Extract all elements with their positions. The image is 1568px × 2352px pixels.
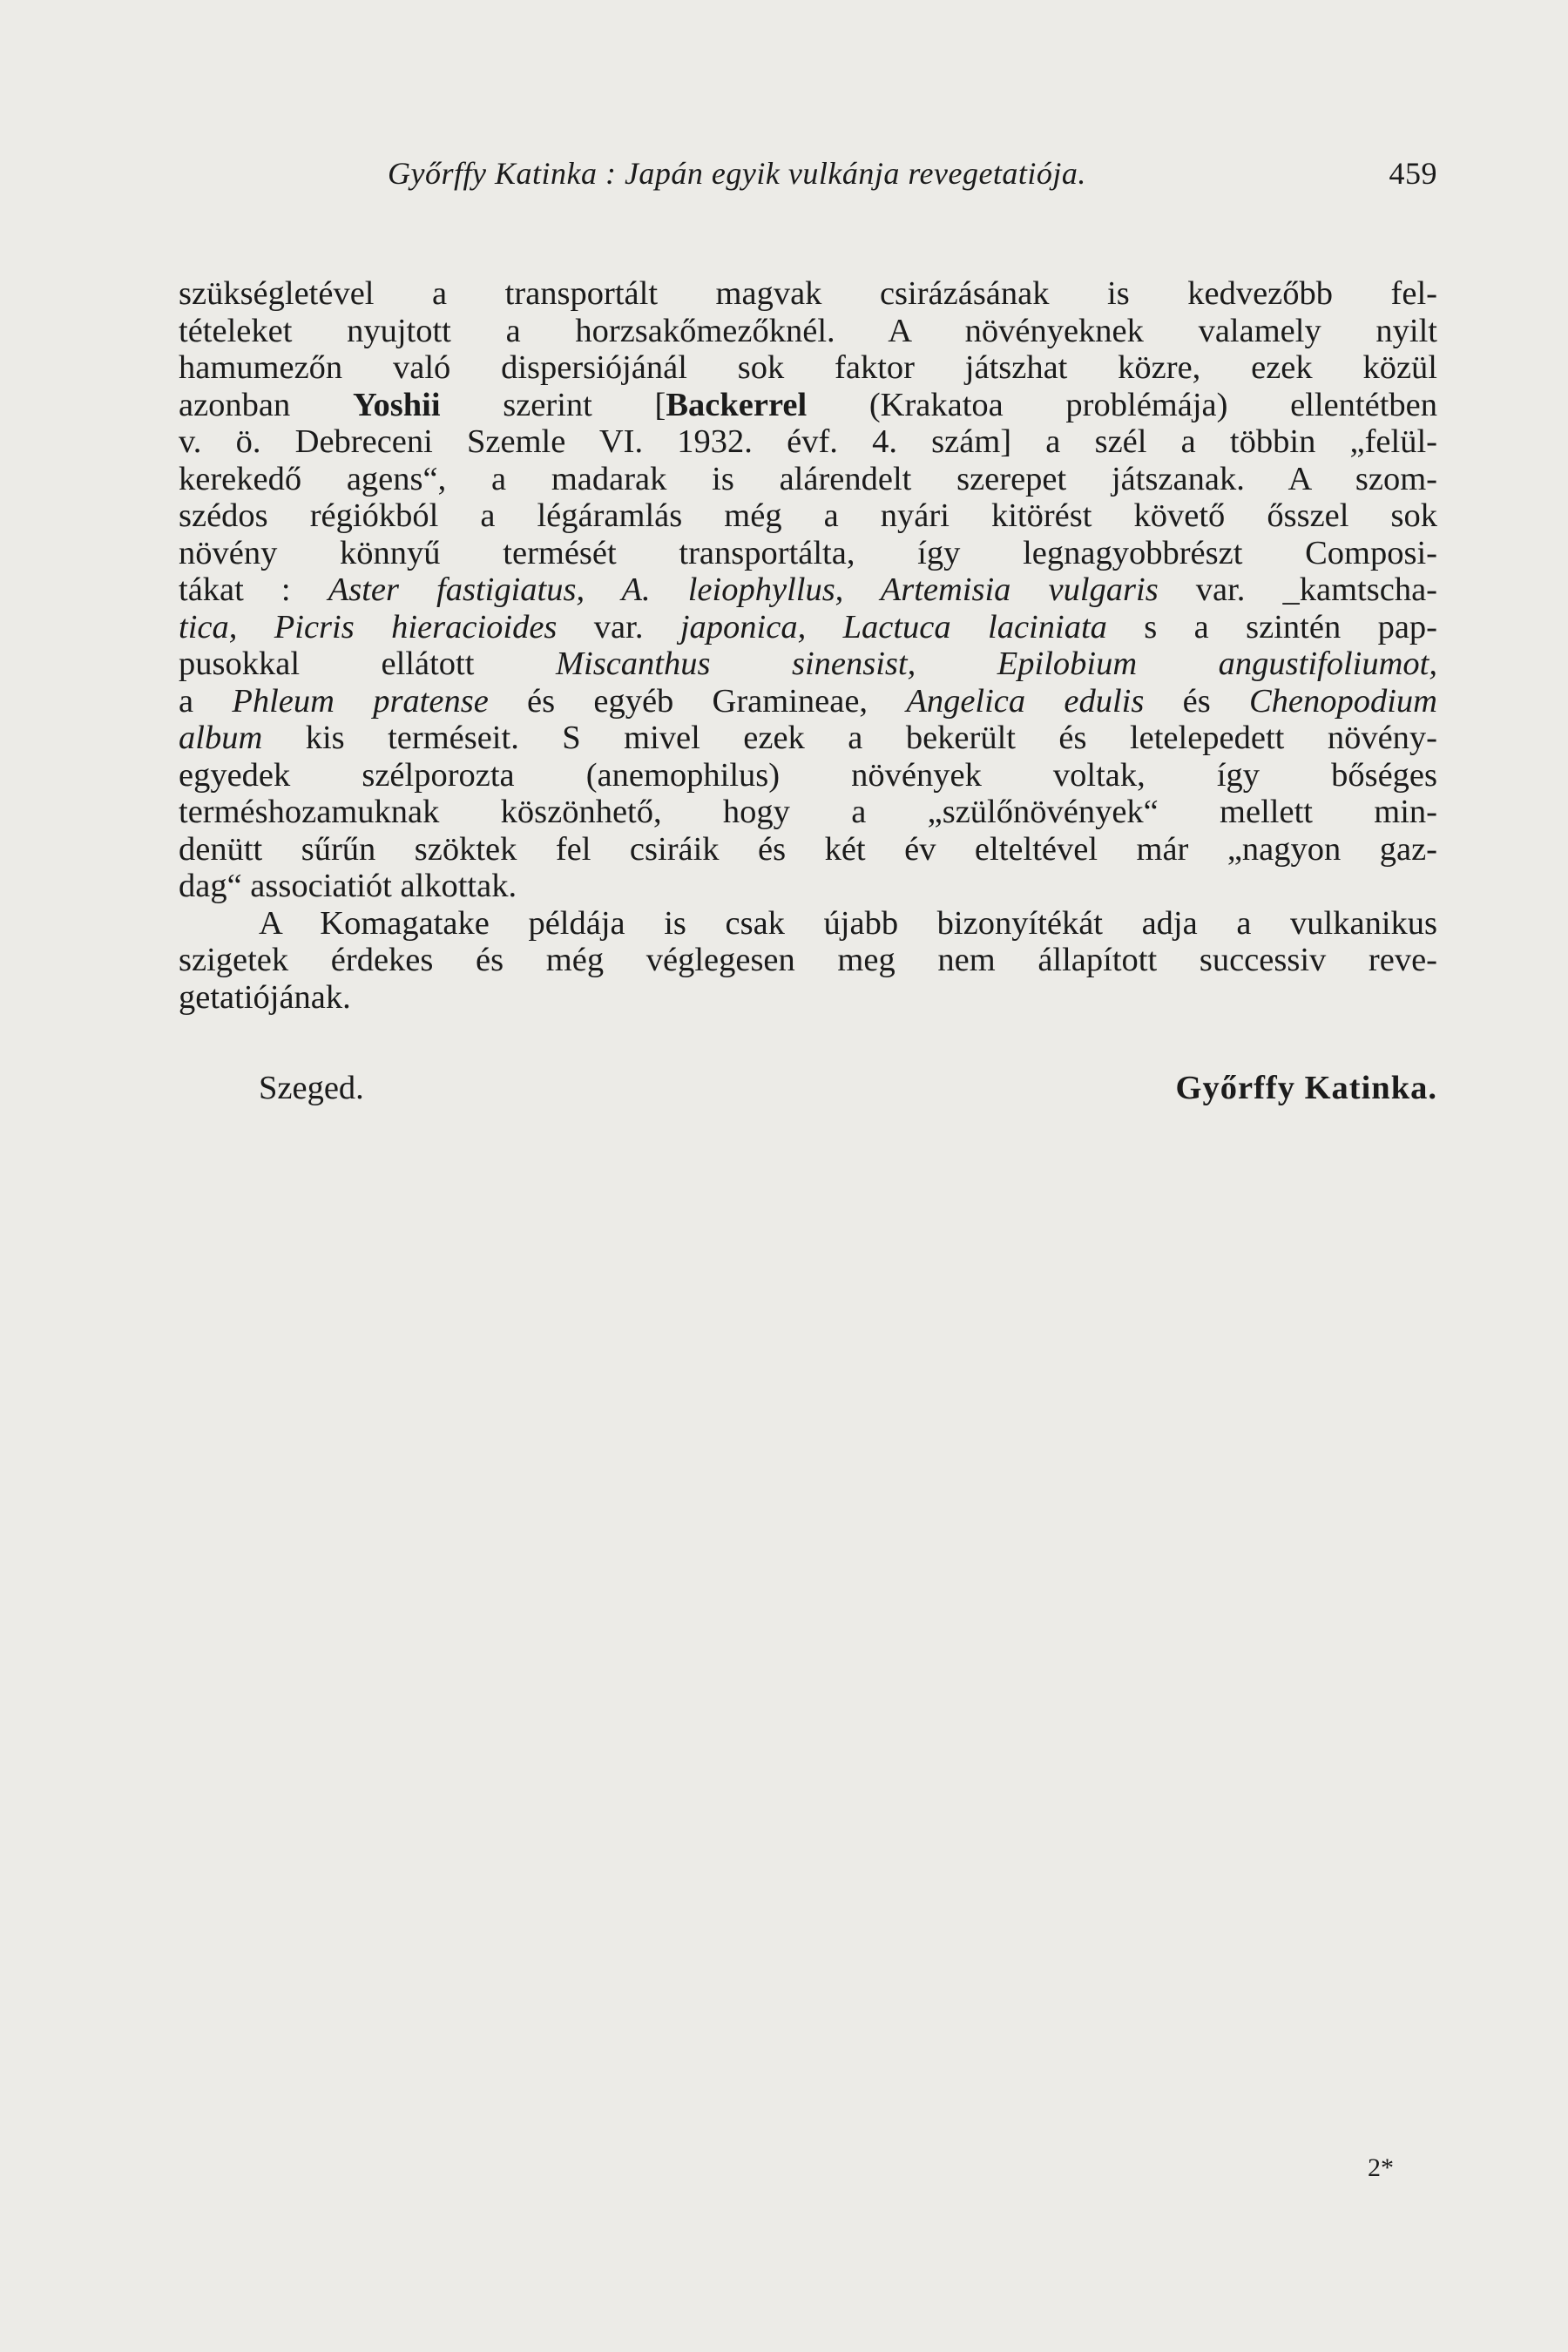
- text-line: A Komagatake példája is csak újabb bizonyítékát adja a vulkanikus: [259, 904, 1437, 942]
- signature-line: [259, 1070, 1437, 1106]
- running-head-title: Győrffy Katinka : Japán egyik vulkánja revegetatiója.: [388, 156, 1086, 191]
- text-line: getatiójának.: [179, 978, 351, 1016]
- text-line: szigetek érdekes és még véglegesen meg nem állapított successiv reve-: [179, 942, 1437, 978]
- page-number: 459: [1389, 156, 1437, 191]
- running-head: [179, 155, 1437, 199]
- text-line: tica, Picris hieracioides var. japonica, Lactuca laciniata s a szintén pap-: [179, 608, 1437, 645]
- article-body: [179, 275, 1437, 1016]
- text-line: egyedek szélporozta (anemophilus) növények voltak, így bőséges: [179, 756, 1437, 794]
- text-line: kerekedő agens“, a madarak is alárendelt szerepet játszanak. A szom-: [179, 460, 1437, 497]
- text-line: dag“ associatiót alkottak.: [179, 868, 517, 904]
- text-line: tételeket nyujtott a horzsakőmezőknél. A növényeknek valamely nyilt: [179, 312, 1437, 349]
- text-line: pusokkal ellátott Miscanthus sinensist, Epilobium angustifoliumot,: [179, 645, 1437, 682]
- paragraph-2: [179, 905, 1437, 1017]
- signature-place: Szeged.: [259, 1070, 364, 1106]
- text-line: tákat : Aster fastigiatus, A. leiophyllus, Artemisia vulgaris var. _kamtscha-: [179, 571, 1437, 608]
- text-line: szédos régiókból a légáramlás még a nyári kitörést követő ősszel sok: [179, 497, 1437, 534]
- text-line: terméshozamuknak köszönhető, hogy a „szülőnövények“ mellett min-: [179, 794, 1437, 830]
- text-line: szükségletével a transportált magvak csirázásának is kedvezőbb fel-: [179, 275, 1437, 312]
- printer-signature-mark: 2*: [1368, 2153, 1394, 2182]
- text-line: növény könnyű termését transportálta, így legnagyobbrészt Composi-: [179, 534, 1437, 571]
- text-line: hamumezőn való dispersiójánál sok faktor játszhat közre, ezek közül: [179, 349, 1437, 386]
- text-line: denütt sűrűn szöktek fel csiráik és két év elteltével már „nagyon gaz-: [179, 830, 1437, 868]
- text-line: azonban Yoshii szerint [Backerrel (Krakatoa problémája) ellentétben: [179, 386, 1437, 423]
- signature-author: Győrffy Katinka.: [1175, 1070, 1437, 1106]
- paragraph-1: [179, 275, 1437, 905]
- text-line: album kis terméseit. S mivel ezek a bekerült és letelepedett növény-: [179, 720, 1437, 756]
- text-line: a Phleum pratense és egyéb Gramineae, Angelica edulis és Chenopodium: [179, 682, 1437, 720]
- text-line: v. ö. Debreceni Szemle VI. 1932. évf. 4. szám] a szél a többin „felül-: [179, 423, 1437, 460]
